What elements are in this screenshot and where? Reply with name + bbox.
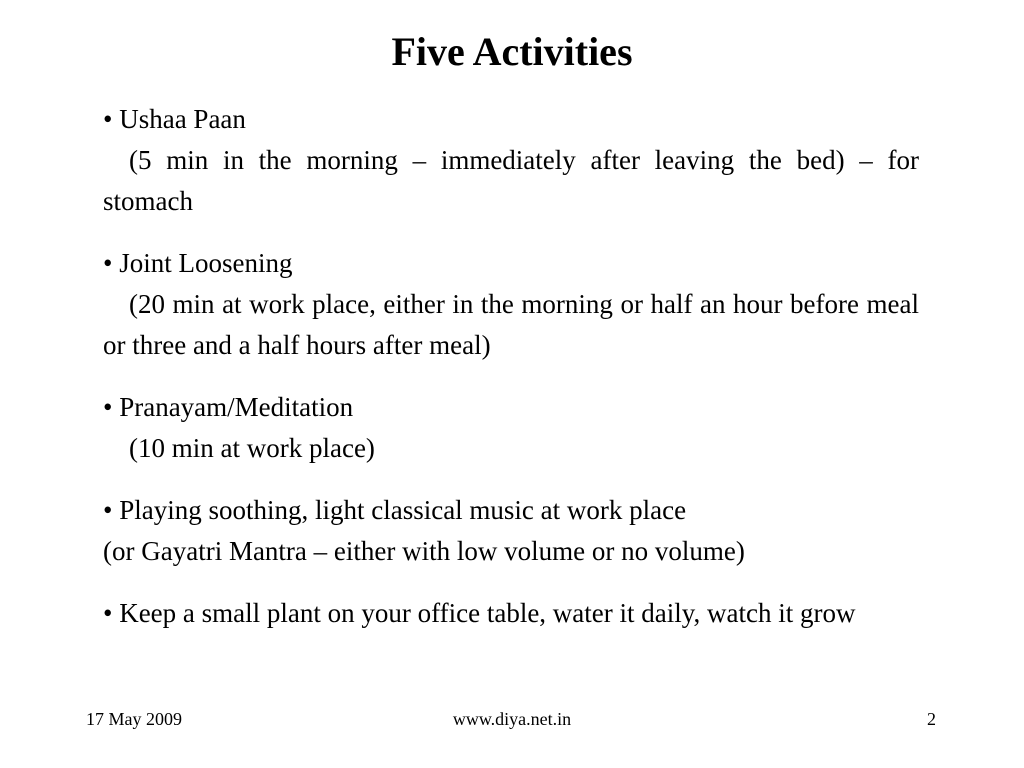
- page-number: 2: [927, 709, 936, 729]
- bullet: •: [103, 598, 113, 628]
- footer-url: www.diya.net.in: [452, 709, 572, 729]
- activity-list: [103, 99, 919, 655]
- list-item-heading: [103, 387, 919, 428]
- list-item: [103, 387, 919, 469]
- slide-title: Five Activities: [391, 29, 633, 74]
- list-item-detail: (10 min at work place): [129, 433, 375, 463]
- list-item-heading: [103, 243, 919, 284]
- bullet: •: [103, 104, 113, 134]
- bullet: •: [103, 392, 113, 422]
- list-item-detail: (5 min in the morning – immediately after leaving the bed) – for stomach: [103, 145, 919, 216]
- list-item: [103, 243, 919, 366]
- list-item-title: Joint Loosening: [119, 248, 293, 278]
- list-item-heading: [103, 99, 919, 140]
- list-item-detail: (or Gayatri Mantra – either with low volume or no volume): [103, 536, 745, 566]
- list-item-title: Pranayam/Meditation: [119, 392, 354, 422]
- footer-date: 17 May 2009: [86, 709, 182, 729]
- bullet: •: [103, 495, 113, 525]
- list-item-detail: (20 min at work place, either in the morning or half an hour before meal or three and a half hours after meal): [103, 289, 919, 360]
- list-item-title: Playing soothing, light classical music at work place: [119, 495, 687, 525]
- list-item-heading: [103, 490, 919, 531]
- list-item-title: Keep a small plant on your office table, water it daily, watch it grow: [119, 598, 856, 628]
- list-item: [103, 593, 919, 634]
- list-item: [103, 99, 919, 222]
- bullet: •: [103, 248, 113, 278]
- list-item-title: Ushaa Paan: [119, 104, 246, 134]
- list-item: [103, 490, 919, 572]
